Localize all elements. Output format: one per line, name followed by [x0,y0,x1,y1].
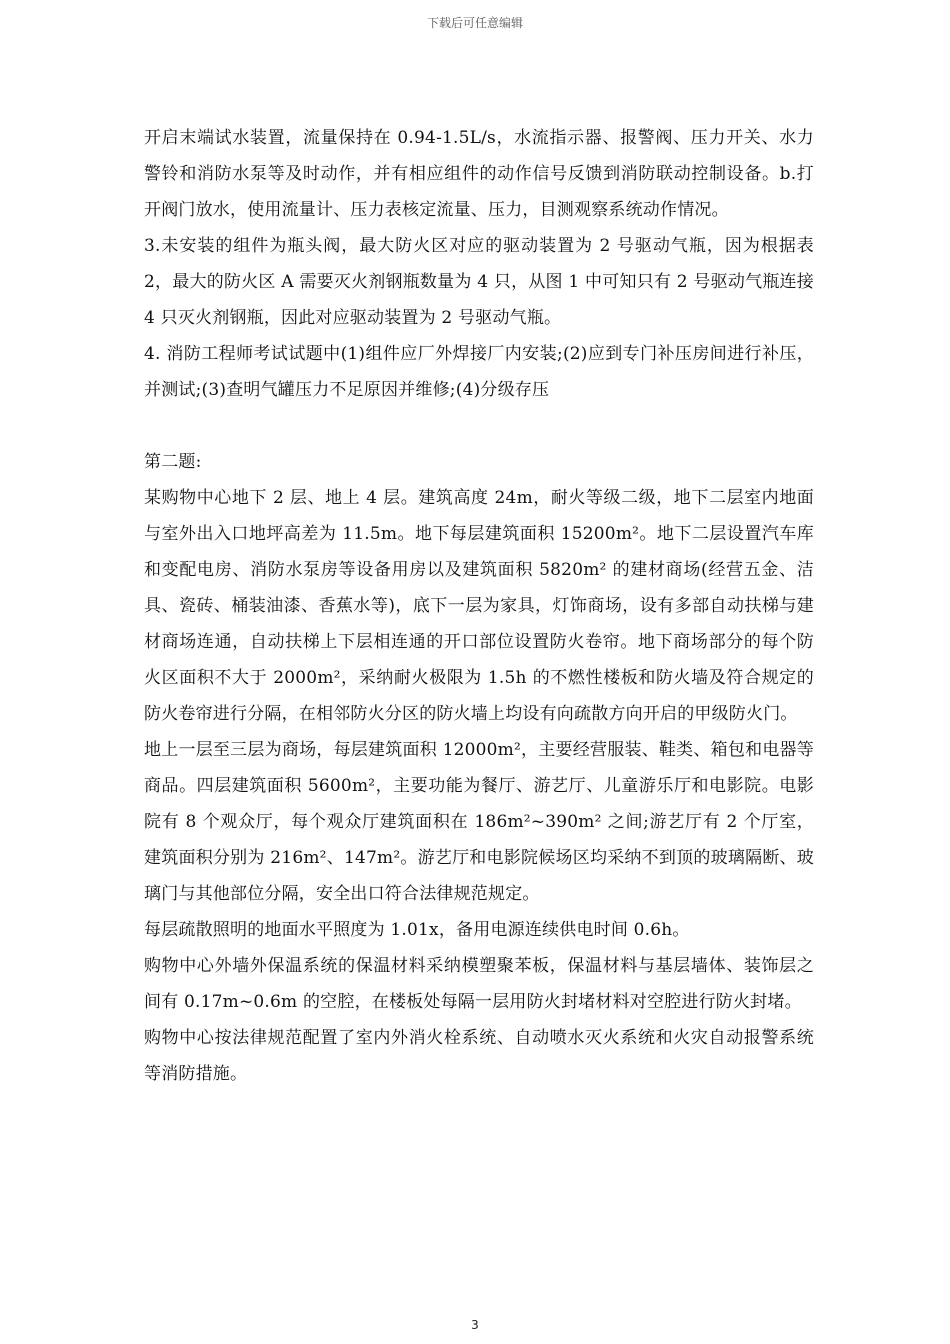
paragraph-spacer [144,408,814,444]
section-heading-question-2: 第二题: [144,452,202,472]
page-number: 3 [471,1318,479,1332]
paragraph-insulation: 购物中心外墙外保温系统的保温材料采纳模塑聚苯板，保温材料与基层墙体、装饰层之间有 0.17m~0.6m 的空腔，在楼板处每隔一层用防火封堵材料对空腔进行防火封堵。 [144,956,814,1012]
paragraph-test-procedure: 开启末端试水装置，流量保持在 0.94-1.5L/s，水流指示器、报警阀、压力开关、水力警铃和消防水泵等及时动作，并有相应组件的动作信号反馈到消防联动控制设备。b.打开阀门放水，使用流量计、压力表核定流量、压力，目测观察系统动作情况。 [144,128,814,220]
paragraph-basement-description: 某购物中心地下 2 层、地上 4 层。建筑高度 24m，耐火等级二级，地下二层室内地面与室外出入口地坪高差为 11.5m。地下每层建筑面积 15200m²。地下二层设置汽车库和变配电房、消防水泵房等设备用房以及建筑面积 5820m² 的建材商场(经营五金、洁具、瓷砖、桶装油漆、香蕉水等)，底下一层为家具，灯饰商场，设有多部自动扶梯与建材商场连通，自动扶梯上下层相连通的开口部位设置防火卷帘。地下商场部分的每个防火区面积不大于 2000m²，采纳耐火极限为 1.5h 的不燃性楼板和防火墙及符合规定的防火卷帘进行分隔，在相邻防火分区的防火墙上均设有向疏散方向开启的甲级防火门。 [144,488,814,724]
paragraph-answer-4: 4. 消防工程师考试试题中(1)组件应厂外焊接厂内安装;(2)应到专门补压房间进行补压，并测试;(3)查明气罐压力不足原因并维修;(4)分级存压 [144,344,814,400]
paragraph-evacuation-lighting: 每层疏散照明的地面水平照度为 1.01x，备用电源连续供电时间 0.6h。 [144,920,690,940]
document-body [144,120,814,1092]
page-header: 下载后可任意编辑 [426,16,523,30]
paragraph-fire-systems: 购物中心按法律规范配置了室内外消火栓系统、自动喷水灭火系统和火灾自动报警系统等消防措施。 [144,1028,814,1084]
paragraph-answer-3: 3.未安装的组件为瓶头阀，最大防火区对应的驱动装置为 2 号驱动气瓶，因为根据表 2，最大的防火区 A 需要灭火剂钢瓶数量为 4 只，从图 1 中可知只有 2 号驱动气瓶连接 4 只灭火剂钢瓶，因此对应驱动装置为 2 号驱动气瓶。 [144,236,814,328]
paragraph-upper-floors: 地上一层至三层为商场，每层建筑面积 12000m²，主要经营服装、鞋类、箱包和电器等商品。四层建筑面积 5600m²，主要功能为餐厅、游艺厅、儿童游乐厅和电影院。电影院有 8 个观众厅，每个观众厅建筑面积在 186m²~390m² 之间;游艺厅有 2 个厅室，建筑面积分别为 216m²、147m²。游艺厅和电影院候场区均采纳不到顶的玻璃隔断、玻璃门与其他部位分隔，安全出口符合法律规范规定。 [144,740,814,904]
